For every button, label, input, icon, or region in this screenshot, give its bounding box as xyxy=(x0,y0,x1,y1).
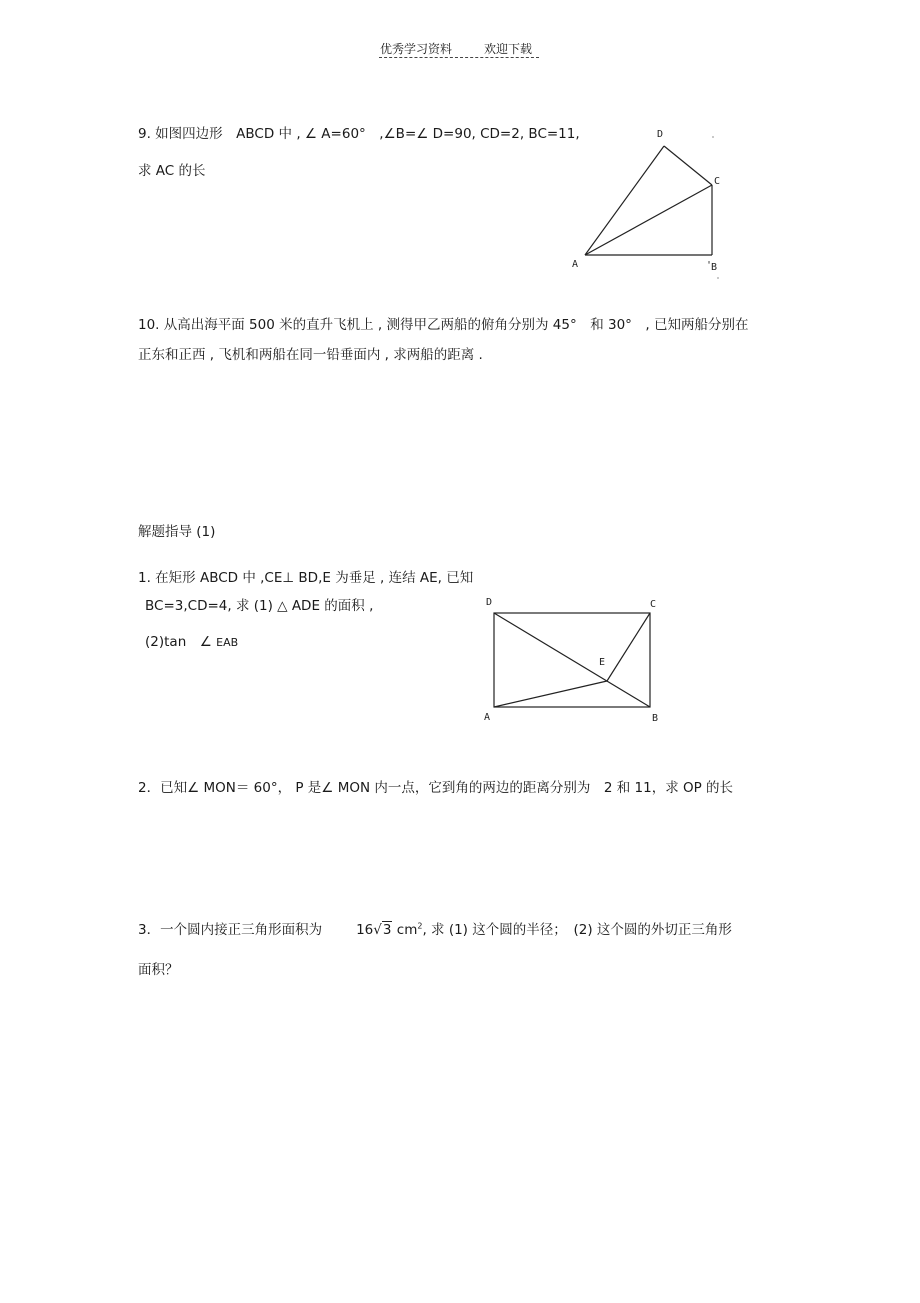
g3-exp: 2 xyxy=(417,921,423,931)
g1-line2: BC=3,CD=4, 求 (1) △ ADE 的面积 , xyxy=(145,598,374,614)
g1-diagram xyxy=(478,592,668,727)
g3-line1 xyxy=(138,918,732,938)
g1-label-a: A xyxy=(484,712,491,723)
g1-segment-ae xyxy=(494,681,607,707)
q9-line1: 9. 如图四边形 ABCD 中 , ∠ A=60° ,∠B=∠ D=90, CD=2, BC=11, xyxy=(138,126,580,142)
g1-line3-angle: EAB xyxy=(216,636,239,649)
g1-line3 xyxy=(145,630,238,650)
q9-speck-bottom xyxy=(717,277,718,278)
g3-post: , 求 (1) 这个圆的半径； (2) 这个圆的外切正三角形 xyxy=(422,922,732,938)
q9-line2: 求 AC 的长 xyxy=(138,163,206,179)
q9-edge-ad xyxy=(585,146,664,255)
header-left: 优秀学习资料 xyxy=(380,42,453,56)
q9-diagram xyxy=(560,118,730,283)
q9-label-b: B xyxy=(711,262,718,273)
g1-label-d: D xyxy=(486,597,493,608)
g1-label-b: B xyxy=(652,713,659,724)
g1-label-e: E xyxy=(599,657,606,668)
header-right: 欢迎下载 xyxy=(484,42,533,56)
guide-title: 解题指导 (1) xyxy=(138,524,216,540)
g3-radicand: 3 xyxy=(382,922,392,938)
q9-speck-top xyxy=(712,136,713,137)
g1-line1: 1. 在矩形 ABCD 中 ,CE⊥ BD,E 为垂足 , 连结 AE, 已知 xyxy=(138,570,474,586)
g1-label-c: C xyxy=(650,599,657,610)
sqrt-symbol: √3 xyxy=(373,922,392,938)
q10-line2: 正东和正西 , 飞机和两船在同一铅垂面内 , 求两船的距离 . xyxy=(138,347,483,363)
g3-unit: cm xyxy=(392,922,418,938)
q9-label-d: D xyxy=(657,129,664,140)
q9-diagonal-ac xyxy=(585,185,712,255)
header-rule xyxy=(379,57,539,58)
g3-line2: 面积？ xyxy=(138,962,179,978)
q9-edge-dc xyxy=(664,146,712,185)
q9-label-c: C xyxy=(714,176,721,187)
g1-line3-main: (2)tan ∠ xyxy=(145,634,217,650)
q10-line1: 10. 从高出海平面 500 米的直升飞机上 , 测得甲乙两船的俯角分别为 45° 和 30° , 已知两船分别在 xyxy=(138,317,749,333)
g1-diagonal-bd xyxy=(494,613,650,707)
g1-segment-ce xyxy=(607,613,650,681)
g3-coef: 16 xyxy=(356,922,374,938)
q9-label-a: A xyxy=(572,259,579,270)
g2-line1: 2．已知∠ MON＝ 60°， P 是∠ MON 内一点，它到角的两边的距离分别为 2 和 11，求 OP 的长 xyxy=(138,780,734,796)
g3-pre: 3．一个圆内接正三角形面积为 xyxy=(138,922,323,938)
q9-label-tick: ' xyxy=(706,260,713,271)
